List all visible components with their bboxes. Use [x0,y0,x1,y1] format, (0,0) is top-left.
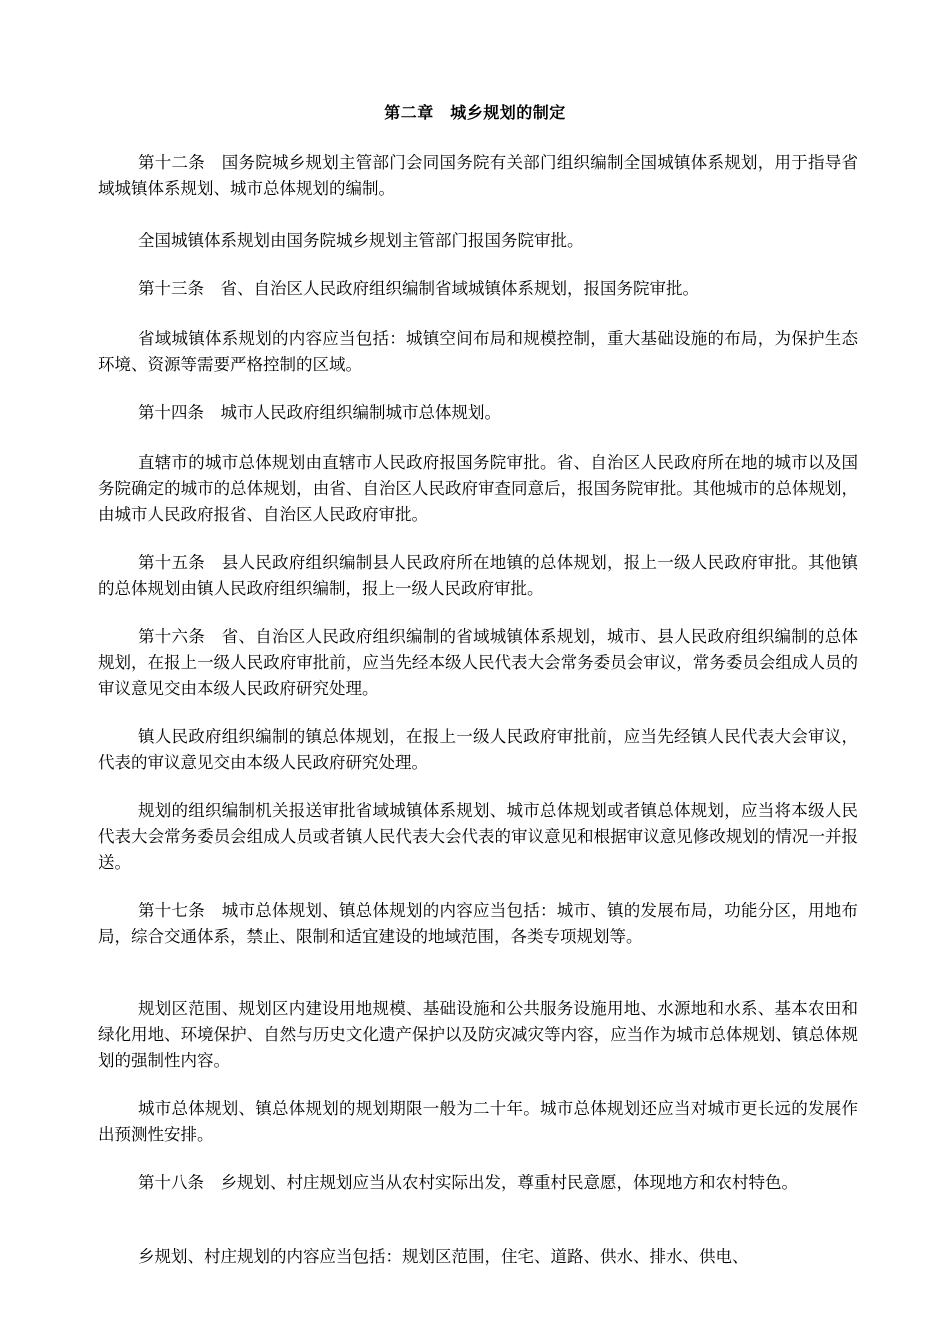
paragraph-article-14: 第十四条 城市人民政府组织编制城市总体规划。 [138,403,501,422]
paragraph-article-13: 第十三条 省、自治区人民政府组织编制省域城镇体系规划，报国务院审批。 [138,279,699,298]
paragraph-planning-period: 城市总体规划、镇总体规划的规划期限一般为二十年。城市总体规划还应当对城市更长远的发展作出预测性安排。 [98,1099,858,1144]
paragraph-town-plan-review: 镇人民政府组织编制的镇总体规划，在报上一级人民政府审批前，应当先经镇人民代表大会审议，代表的审议意见交由本级人民政府研究处理。 [98,727,858,772]
chapter-title: 第二章 城乡规划的制定 [384,103,566,122]
paragraph-national-system-approval: 全国城镇体系规划由国务院城乡规划主管部门报国务院审批。 [138,231,584,250]
paragraph-article-18: 第十八条 乡规划、村庄规划应当从农村实际出发，尊重村民意愿，体现地方和农村特色。 [138,1173,798,1192]
paragraph-article-12: 第十二条 国务院城乡规划主管部门会同国务院有关部门组织编制全国城镇体系规划，用于指导省域城镇体系规划、城市总体规划的编制。 [98,153,858,198]
paragraph-mandatory-content: 规划区范围、规划区内建设用地规模、基础设施和公共服务设施用地、水源地和水系、基本农田和绿化用地、环境保护、自然与历史文化遗产保护以及防灾减灾等内容，应当作为城市总体规划、镇总体规划的强制性内容。 [98,999,858,1070]
paragraph-article-17: 第十七条 城市总体规划、镇总体规划的内容应当包括：城市、镇的发展布局，功能分区，用地布局，综合交通体系，禁止、限制和适宜建设的地域范围，各类专项规划等。 [98,901,858,946]
paragraph-article-16: 第十六条 省、自治区人民政府组织编制的省域城镇体系规划，城市、县人民政府组织编制的总体规划，在报上一级人民政府审批前，应当先经本级人民代表大会常务委员会审议，常务委员会组成人员的审议意见交由本级人民政府研究处理。 [98,627,858,698]
paragraph-submission-requirements: 规划的组织编制机关报送审批省域城镇体系规划、城市总体规划或者镇总体规划，应当将本级人民代表大会常务委员会组成人员或者镇人民代表大会代表的审议意见和根据审议意见修改规划的情况一并报送。 [98,801,858,872]
paragraph-provincial-system-content: 省域城镇体系规划的内容应当包括：城镇空间布局和规模控制，重大基础设施的布局，为保护生态环境、资源等需要严格控制的区域。 [98,329,858,374]
paragraph-article-15: 第十五条 县人民政府组织编制县人民政府所在地镇的总体规划，报上一级人民政府审批。其他镇的总体规划由镇人民政府组织编制，报上一级人民政府审批。 [98,553,858,598]
paragraph-municipality-approval: 直辖市的城市总体规划由直辖市人民政府报国务院审批。省、自治区人民政府所在地的城市以及国务院确定的城市的总体规划，由省、自治区人民政府审查同意后，报国务院审批。其他城市的总体规划，由城市人民政府报省、自治区人民政府审批。 [98,453,858,524]
paragraph-village-plan-content: 乡规划、村庄规划的内容应当包括：规划区范围，住宅、道路、供水、排水、供电、 [138,1247,749,1266]
